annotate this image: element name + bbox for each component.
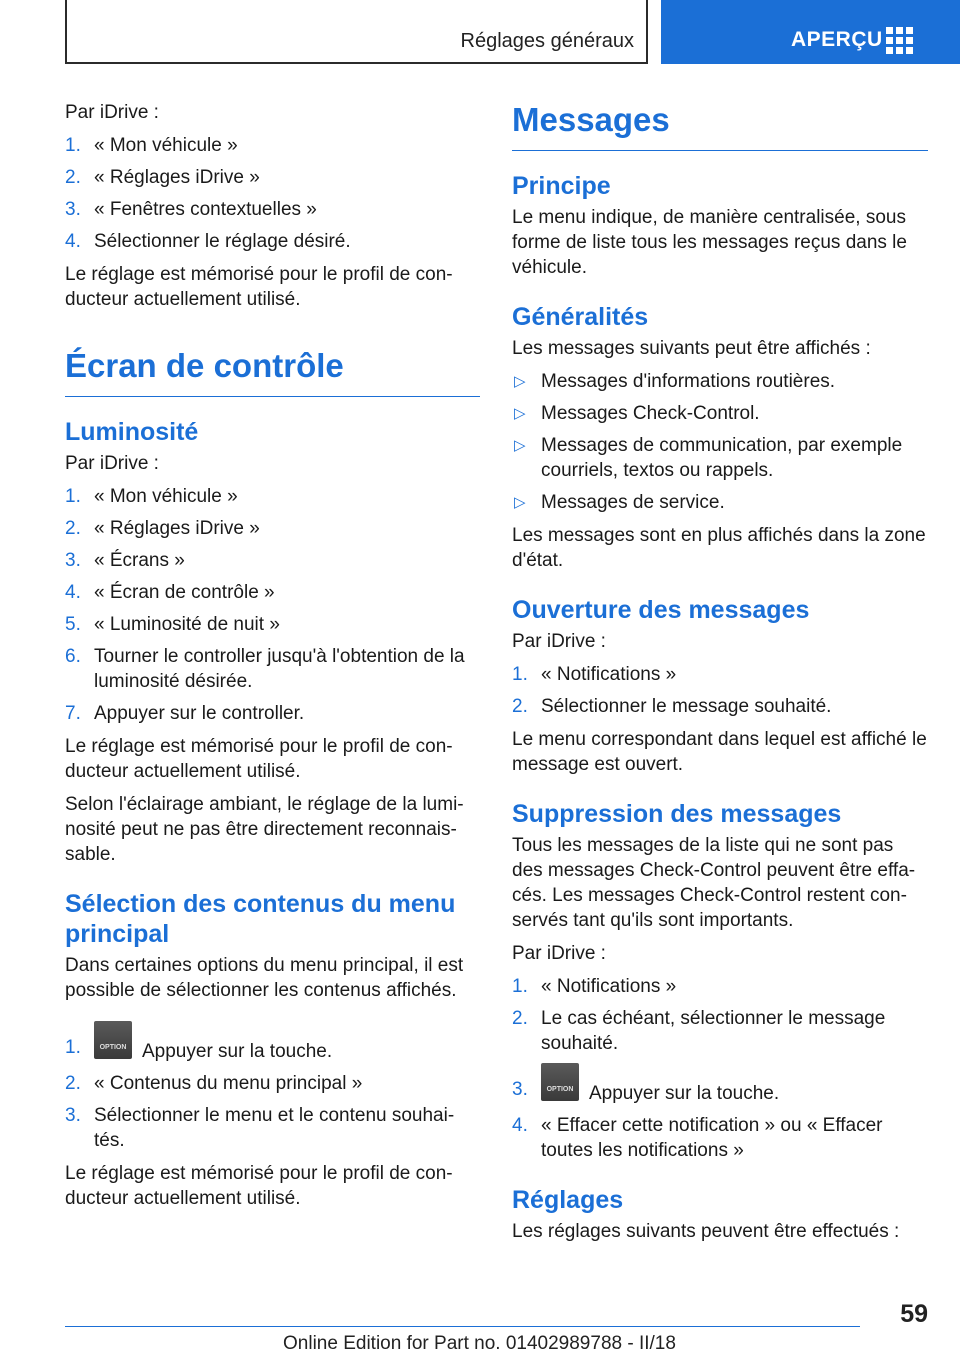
lum-via: Par iDrive : (65, 453, 159, 474)
sel-desc: Dans certaines options du menu principal, il est possible de sélectionner les contenus affichés. (65, 955, 464, 1001)
list-item: 2. Le cas échéant, sélectionner le message souhaité. (512, 1008, 886, 1054)
subsection-title-luminosite: Luminosité (65, 418, 199, 446)
lum-note: Le réglage est mémorisé pour le profil de con‐ducteur actuellement utilisé. (65, 736, 453, 782)
sel-note: Le réglage est mémorisé pour le profil de con‐ducteur actuellement utilisé. (65, 1163, 453, 1209)
list-item: ▷ Messages d'informations routières. (514, 371, 836, 392)
triangle-bullet-icon: ▷ (514, 437, 526, 454)
subsection-title-generalites: Généralités (512, 303, 649, 331)
subsection-title-ouverture: Ouverture des messages (512, 596, 810, 624)
intro-via: Par iDrive : (65, 102, 159, 123)
del-steps (512, 974, 928, 1163)
list-item: 6. Tourner le controller jusqu'à l'obtention de la luminosité désirée. (65, 646, 465, 692)
lum-steps (65, 484, 480, 726)
list-item: 2. « Réglages iDrive » (65, 518, 260, 539)
open-note: Le menu correspondant dans lequel est affiché le message est ouvert. (512, 729, 927, 775)
list-item: ▷ Messages de service. (514, 492, 725, 513)
list-item: ▷ Messages Check-Control. (514, 403, 760, 424)
triangle-bullet-icon: ▷ (514, 373, 526, 390)
gen-items (512, 369, 928, 515)
title-divider (512, 150, 928, 151)
list-item: 3. Sélectionner le menu et le contenu souhai‐tés. (65, 1105, 455, 1151)
intro-note: Le réglage est mémorisé pour le profil de con‐ducteur actuellement utilisé. (65, 264, 453, 310)
gen-note: Les messages sont en plus affichés dans la zone d'état. (512, 525, 926, 571)
triangle-bullet-icon: ▷ (514, 405, 526, 422)
footer-edition: Online Edition for Part no. 01402989788 - II/18 (283, 1333, 676, 1354)
lum-note-ambient: Selon l'éclairage ambiant, le réglage de la lumi‐nosité peut ne pas être directement reconnais‐sable. (65, 794, 464, 865)
reg-text: Les réglages suivants peuvent être effectués : (512, 1221, 900, 1242)
right-column (512, 100, 928, 1252)
footer-divider (65, 1326, 860, 1327)
open-via: Par iDrive : (512, 631, 606, 652)
gen-text: Les messages suivants peut être affichés : (512, 338, 871, 359)
list-item: ▷ Messages de communication, par exemple courriels, textos ou rappels. (514, 435, 903, 481)
triangle-bullet-icon: ▷ (514, 494, 526, 511)
list-item: 1. « Mon véhicule » (65, 135, 238, 156)
subsection-title-principe: Principe (512, 172, 611, 200)
list-item: 2. « Réglages iDrive » (65, 167, 260, 188)
list-item: 7. Appuyer sur le controller. (65, 703, 305, 724)
subsection-title-selection: Sélection des contenus du menu principal (65, 890, 456, 948)
list-item: 1. OPTION Appuyer sur la touche. (65, 1021, 480, 1064)
list-item: 4. Sélectionner le réglage désiré. (65, 231, 351, 252)
list-item: 1. « Notifications » (512, 664, 677, 685)
list-item: 1. « Mon véhicule » (65, 486, 238, 507)
list-item: 1. « Notifications » (512, 976, 677, 997)
left-column (65, 100, 480, 1219)
list-item: 3. « Fenêtres contextuelles » (65, 199, 317, 220)
del-text: Tous les messages de la liste qui ne sont pas des messages Check-Control peuvent être effa‐cés. Les messages Check-Control restent con‐servés tant qu'ils sont importants. (512, 835, 916, 931)
header-tab-label: APERÇU (791, 28, 883, 51)
header-section-title: Réglages généraux (460, 30, 634, 52)
option-button-icon: OPTION (541, 1063, 579, 1101)
list-item: 2. « Contenus du menu principal » (65, 1073, 363, 1094)
section-title-messages: Messages (512, 101, 670, 138)
header-tab-overview[interactable] (661, 0, 960, 64)
section-title-ecran: Écran de contrôle (65, 347, 344, 384)
intro-steps (65, 133, 480, 254)
title-divider (65, 396, 480, 397)
page-number: 59 (900, 1300, 928, 1328)
list-item: 3. OPTION Appuyer sur la touche. (512, 1063, 928, 1106)
grid-icon (886, 27, 914, 53)
option-button-icon: OPTION (94, 1021, 132, 1059)
list-item: 4. « Écran de contrôle » (65, 582, 275, 603)
sel-steps (65, 1021, 480, 1153)
del-via: Par iDrive : (512, 943, 606, 964)
header-section-box (65, 0, 648, 64)
principe-text: Le menu indique, de manière centralisée, sous forme de liste tous les messages reçus dans le véhicule. (512, 207, 907, 278)
list-item: 4. « Effacer cette notification » ou « Effacer toutes les notifications » (512, 1115, 883, 1161)
open-steps (512, 662, 928, 719)
list-item: 5. « Luminosité de nuit » (65, 614, 280, 635)
list-item: 3. « Écrans » (65, 550, 185, 571)
subsection-title-reglages: Réglages (512, 1186, 624, 1214)
subsection-title-suppression: Suppression des messages (512, 800, 842, 828)
list-item: 2. Sélectionner le message souhaité. (512, 696, 832, 717)
